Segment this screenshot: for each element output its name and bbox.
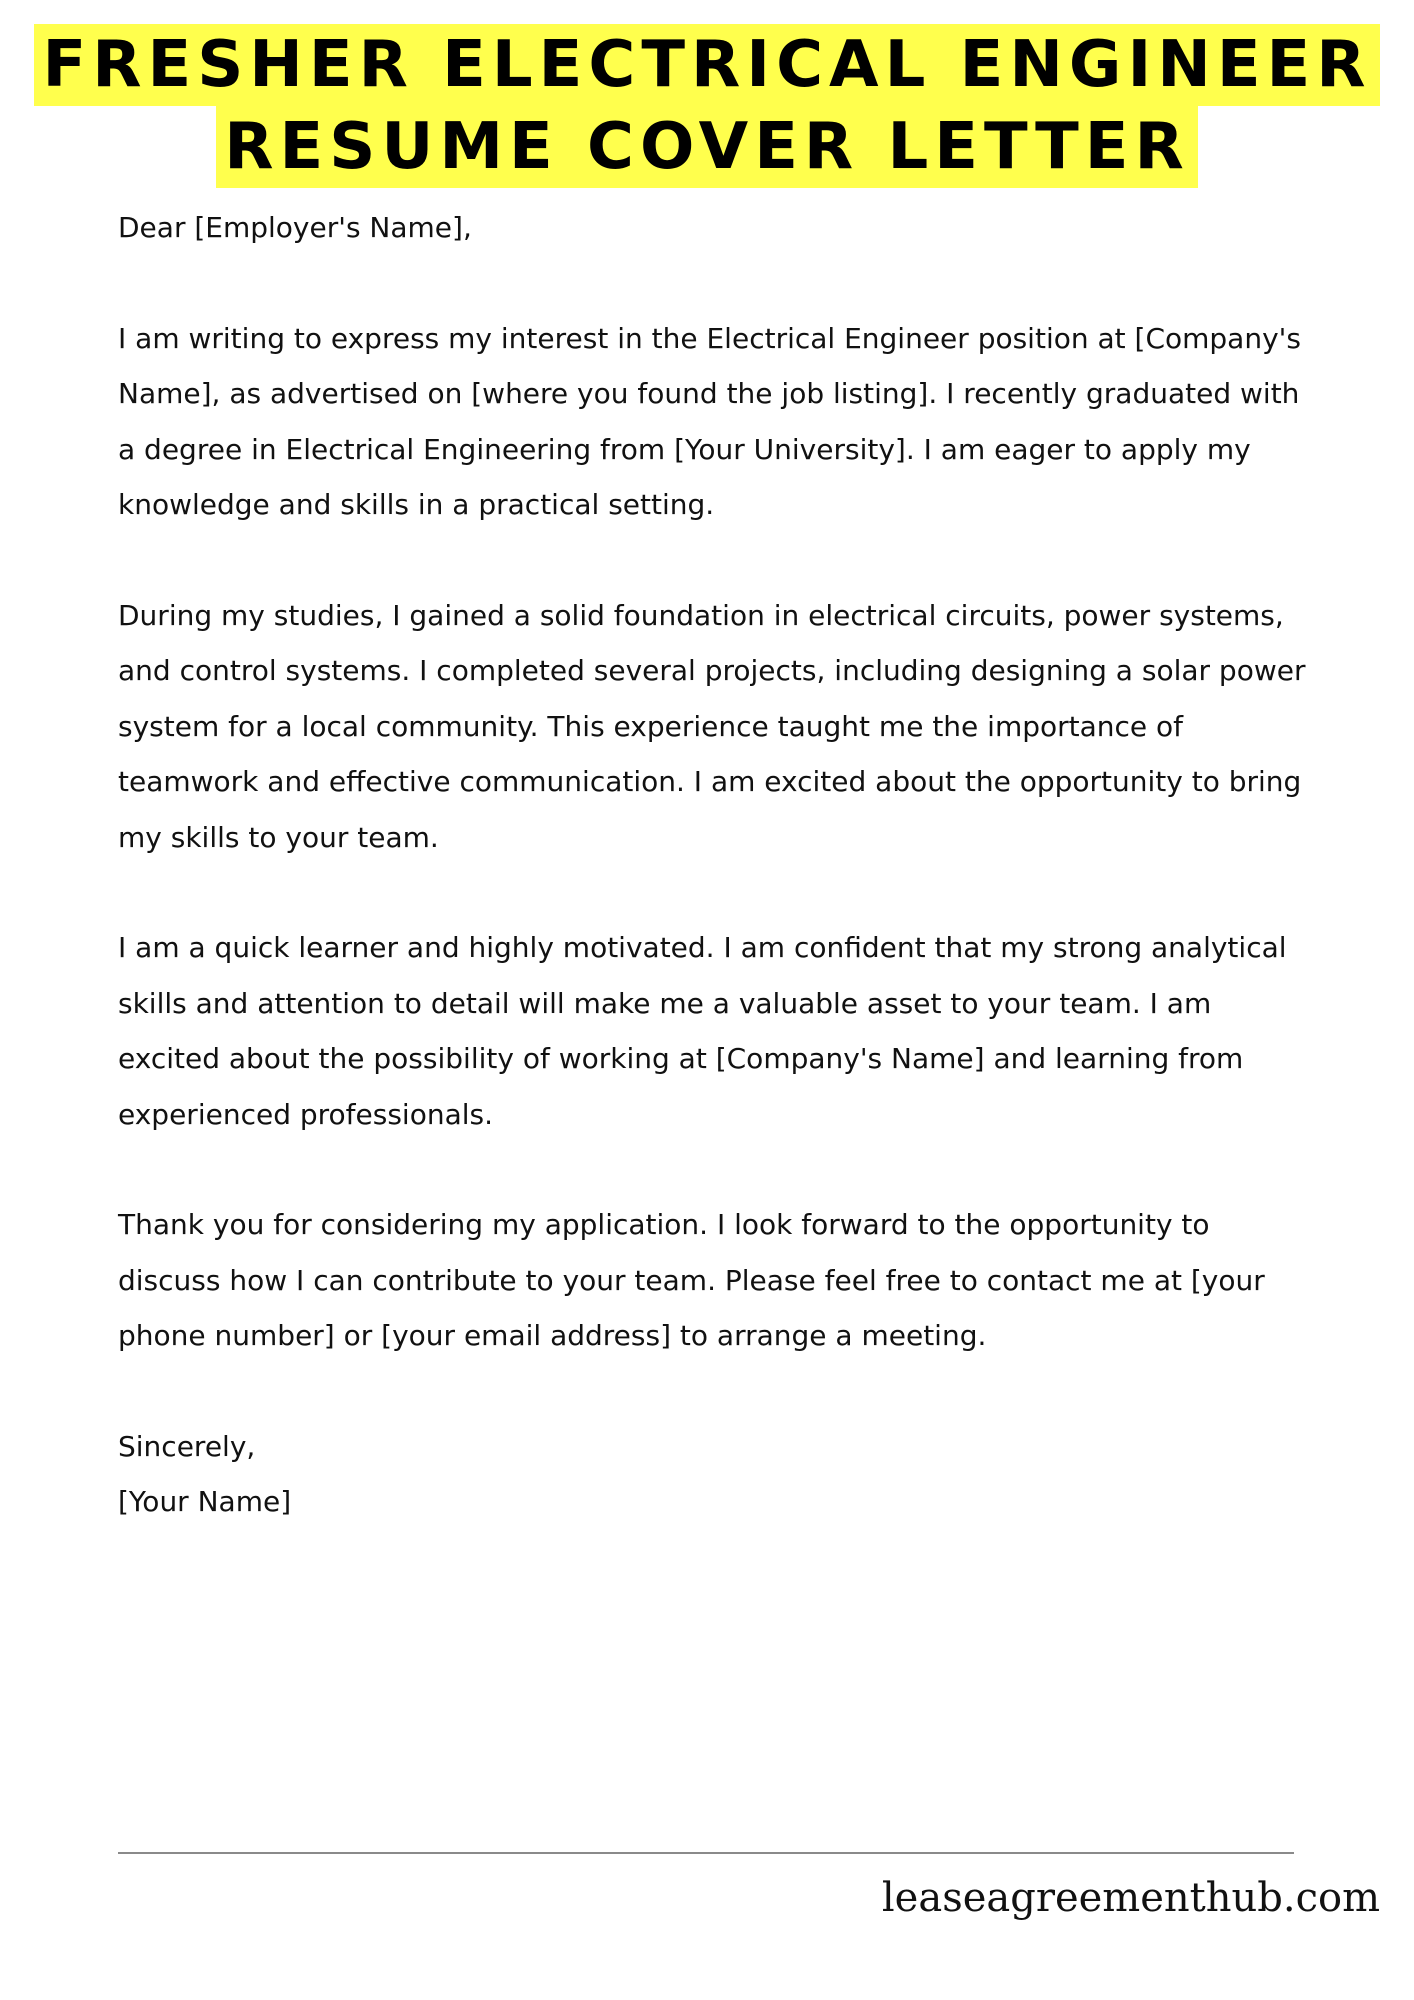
title-line-1: FRESHER ELECTRICAL ENGINEER [34,24,1379,106]
paragraph-intro: I am writing to express my interest in the Electrical Engineer position at [Company's Name], as advertised on [where you found the job listing]. I recently graduated with a degree in Electrical Engineering from [Your University]. I am eager to apply my knowledge and skills in a practical setting. [118,321,1301,521]
closing: Sincerely, [118,1429,256,1463]
letter-body [118,200,1318,1530]
salutation: Dear [Employer's Name], [118,211,472,244]
paragraph-studies: During my studies, I gained a solid foundation in electrical circuits, power systems, and control systems. I completed several projects, including designing a solar power system for a local community. This experience taught me the importance of teamwork and effective communication. I am excited about the opportunity to bring my skills to your team. [118,598,1306,854]
document-title [0,24,1414,188]
title-line-2: RESUME COVER LETTER [216,106,1198,188]
closing-block [118,1419,1318,1530]
footer-divider [118,1852,1294,1854]
paragraph-thanks: Thank you for considering my application. I look forward to the opportunity to discuss how I can contribute to your team. Please feel free to contact me at [your phone number] or [your email address] to arrange a meeting. [118,1208,1265,1352]
website-watermark: leaseagreementhub.com [881,1875,1380,1921]
paragraph-qualities: I am a quick learner and highly motivated. I am confident that my strong analytical skills and attention to detail will make me a valuable asset to your team. I am excited about the possibility of working at [Company's Name] and learning from experienced professionals. [118,931,1287,1131]
signature: [Your Name] [118,1485,292,1518]
